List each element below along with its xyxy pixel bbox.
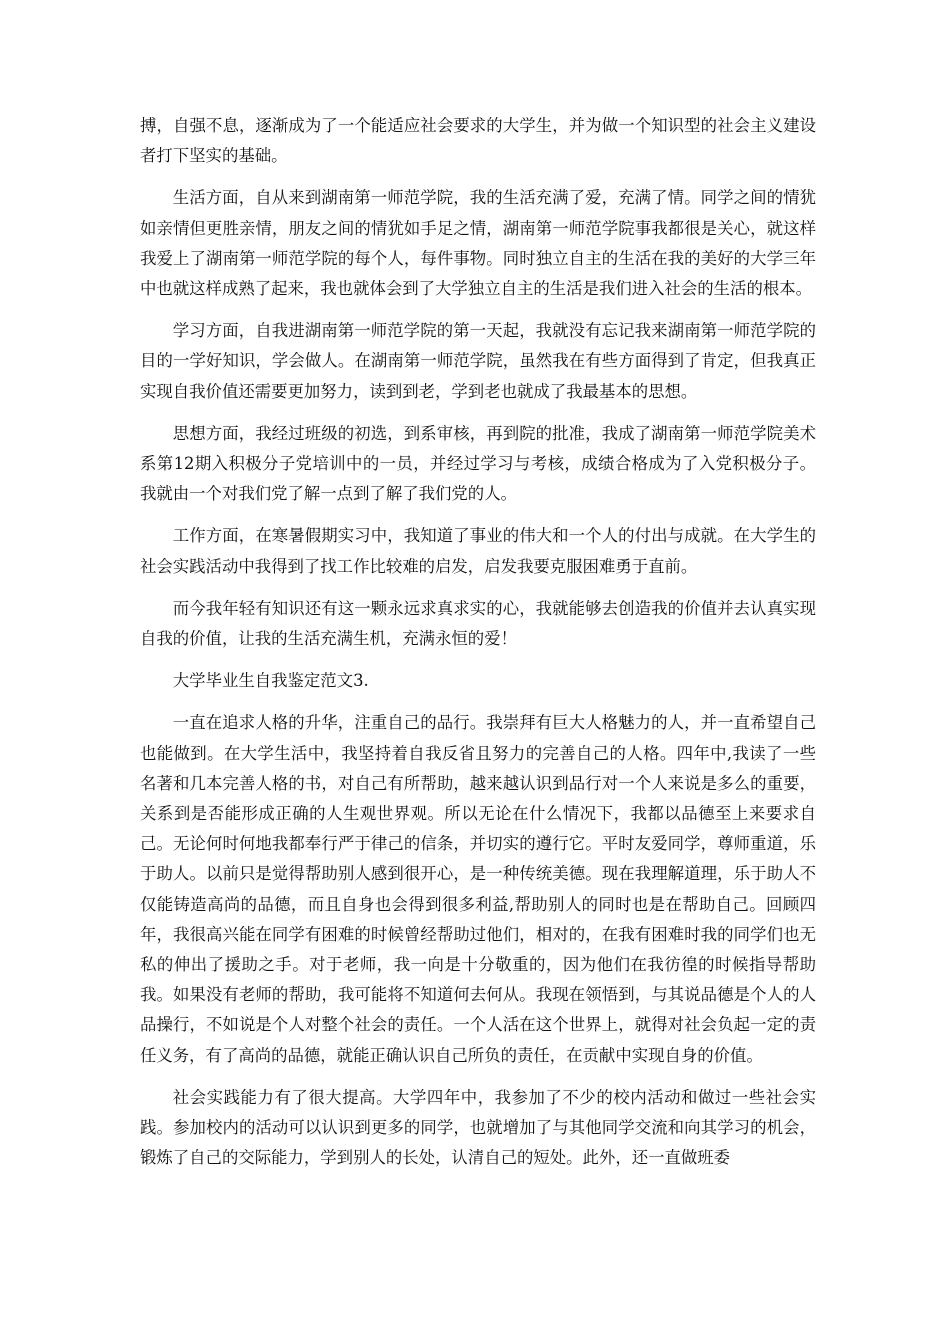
section-heading: 大学毕业生自我鉴定范文3. xyxy=(172,671,369,691)
paragraph-life: 生活方面，自从来到湖南第一师范学院，我的生活充满了爱，充满了情。同学之间的情犹如亲情但更胜亲情，朋友之间的情犹如手足之情，湖南第一师范学院事我都很是关心，就这样我爱上了湖南第一师范学院的每个人，每件事物。同时独立自主的生活在我的美好的大学三年中也就这样成熟了起来，我也就体会到了大学独立自主的生活是我们进入社会的生活的根本。 xyxy=(140,188,816,299)
paragraph-work: 工作方面，在寒暑假期实习中，我知道了事业的伟大和一个人的付出与成就。在大学生的社会实践活动中我得到了找工作比较难的启发，启发我要克服困难勇于直前。 xyxy=(140,526,816,576)
paragraph-thought: 思想方面，我经过班级的初选，到系审核，再到院的批准，我成了湖南第一师范学院美术系第12期入积极分子党培训中的一员，并经过学习与考核，成绩合格成为了入党积极分子。我就由一个对我们党了解一点到了解了我们党的人。 xyxy=(140,423,816,504)
paragraph-continuation: 搏，自强不息，逐渐成为了一个能适应社会要求的大学生，并为做一个知识型的社会主义建设者打下坚实的基础。 xyxy=(140,116,816,166)
paragraph-study: 学习方面，自我进湖南第一师范学院的第一天起，我就没有忘记我来湖南第一师范学院的目的一学好知识，学会做人。在湖南第一师范学院，虽然我在有些方面得到了肯定，但我真正实现自我价值还需要更加努力，读到到老，学到老也就成了我最基本的思想。 xyxy=(140,321,816,401)
paragraph-character: 一直在追求人格的升华，注重自己的品行。我崇拜有巨大人格魅力的人，并一直希望自己也能做到。在大学生活中，我坚持着自我反省且努力的完善自己的人格。四年中,我读了一些名著和几本完善人格的书，对自己有所帮助，越来越认识到品行对一个人来说是多么的重要，关系到是否能形成正确的人生观世界观。所以无论在什么情况下，我都以品德至上来要求自己。无论何时何地我都奉行严于律己的信条，并切实的遵行它。平时友爱同学，尊师重道，乐于助人。以前只是觉得帮助别人感到很开心，是一种传统美德。现在我理解道理，乐于助人不仅能铸造高尚的品德，而且自身也会得到很多利益,帮助别人的同时也是在帮助自己。回顾四年，我很高兴能在同学有困难的时候曾经帮助过他们，相对的，在我有困难时我的同学们也无私的伸出了援助之手。对于老师，我一向是十分敬重的，因为他们在我彷徨的时候指导帮助我。如果没有老师的帮助，我可能将不知道何去何从。我现在领悟到，与其说品德是个人的人品操行，不如说是个人对整个社会的责任。一个人活在这个世界上，就得对社会负起一定的责任义务，有了高尚的品德，就能正确认识自己所负的责任，在贡献中实现自身的价值。 xyxy=(140,713,816,1065)
paragraph-practice: 社会实践能力有了很大提高。大学四年中，我参加了不少的校内活动和做过一些社会实践。参加校内的活动可以认识到更多的同学，也就增加了与其他同学交流和向其学习的机会，锻炼了自己的交际能力，学到别人的长处，认清自己的短处。此外，还一直做班委 xyxy=(140,1087,816,1168)
paragraph-conclusion: 而今我年轻有知识还有这一颗永远求真求实的心，我就能够去创造我的价值并去认真实现自我的价值，让我的生活充满生机，充满永恒的爱！ xyxy=(140,598,816,649)
document-body xyxy=(140,111,816,1186)
